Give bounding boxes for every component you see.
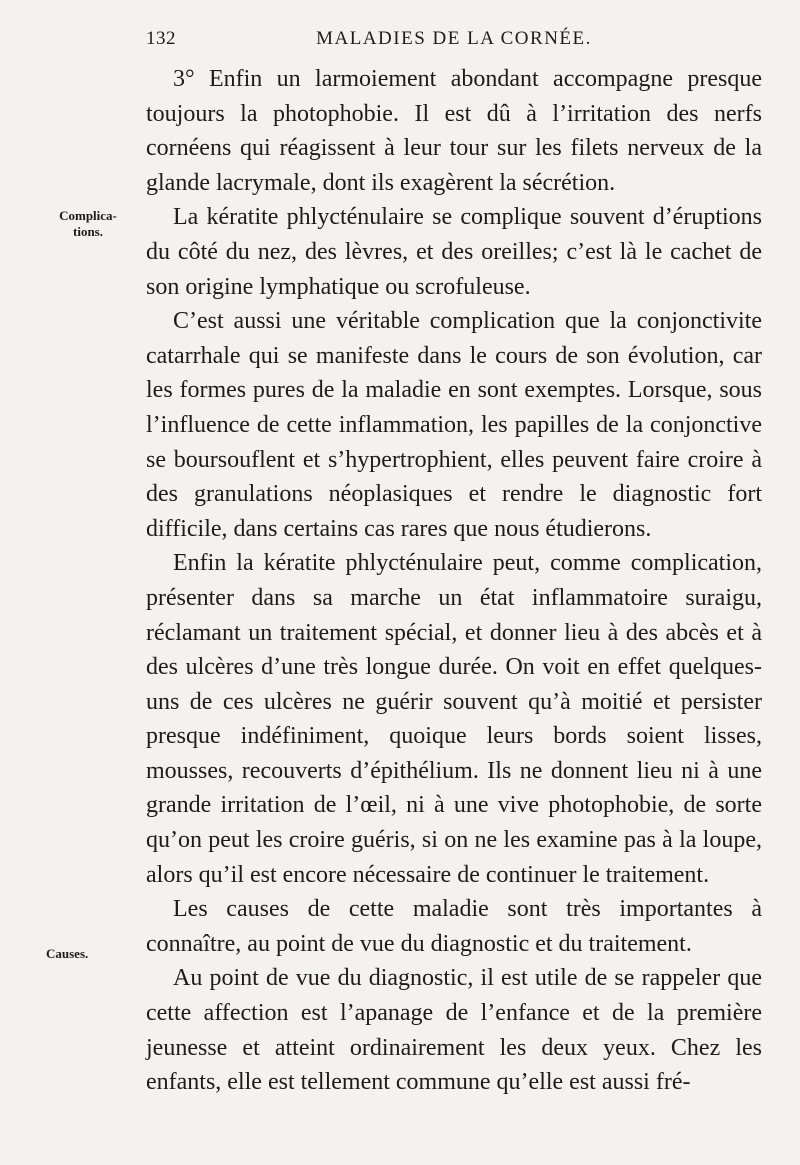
page-number: 132 xyxy=(146,28,176,49)
running-title: MALADIES DE LA CORNÉE. xyxy=(316,28,592,49)
paragraph-conjunctivitis: C’est aussi une véritable complication que la conjonctivite catarrhale qui se manifeste dans le cours de son évolution, car les formes pures de la maladie en sont exemptes. Lorsque, sous l’influence de cette inflammation, les papilles de la conjonctive se boursouflent et s’hypertrophient, elles peuvent faire croire à des granulations néoplasiques et rendre le diagnostic fort difficile, dans certains cas rares que nous étudierons. xyxy=(146,308,762,542)
margin-note-causes: Causes. xyxy=(46,946,89,961)
paragraph-causes: Les causes de cette maladie sont très importantes à connaître, au point de vue du diagnostic et du traitement. xyxy=(146,896,762,957)
paragraph-lacrimation: 3° Enfin un larmoiement abondant accompagne presque toujours la photophobie. Il est dû à l’irritation des nerfs cornéens qui réagissent à leur tour sur les filets nerveux de la glande lacrymale, dont ils exagèrent la sécrétion. xyxy=(146,66,762,196)
margin-note-complications: Complica- tions. xyxy=(59,208,117,239)
body-text xyxy=(146,62,762,1100)
paragraph-complications: La kératite phlycténulaire se complique souvent d’éruptions du côté du nez, des lèvres, et des oreilles; c’est là le cachet de son origine lymphatique ou scrofuleuse. xyxy=(146,204,762,300)
paragraph-diagnosis: Au point de vue du diagnostic, il est utile de se rappeler que cette affection est l’apanage de l’enfance et de la première jeunesse et atteint ordinairement les deux yeux. Chez les enfants, elle est tellement commune qu’elle est aussi fré- xyxy=(146,965,762,1096)
paragraph-ulcers: Enfin la kératite phlycténulaire peut, comme complication, présenter dans sa marche un état inflammatoire suraigu, réclamant un traitement spécial, et donner lieu à des abcès et à des ulcères d’une très longue durée. On voit en effet quelques-uns de ces ulcères ne guérir souvent qu’à moitié et persister presque indéfiniment, quoique leurs bords soient lisses, mousses, recouverts d’épithélium. Ils ne donnent lieu ni à une grande irritation de l’œil, ni à une vive photophobie, de sorte qu’on peut les croire guéris, si on ne les examine pas à la loupe, alors qu’il est encore nécessaire de continuer le traitement. xyxy=(146,550,762,888)
page-header xyxy=(146,28,762,58)
